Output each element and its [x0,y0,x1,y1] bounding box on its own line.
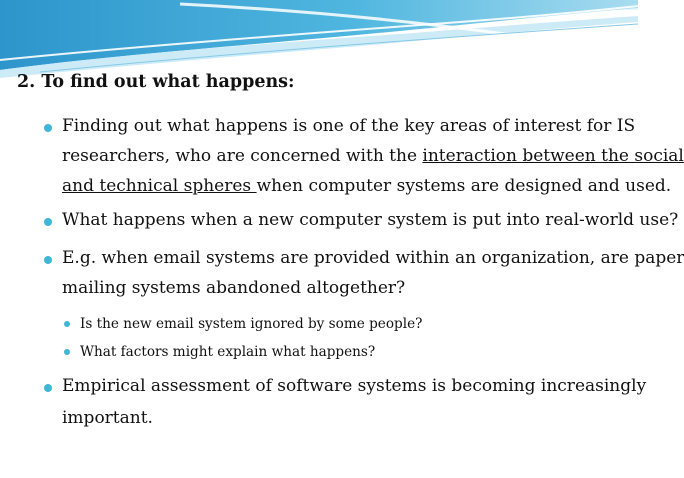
bullet-2-text: What happens when a new computer system is put into real-world use? [62,210,679,230]
sub-bullet-1: Is the new email system ignored by some people? [80,316,423,332]
bullet-1-tail: when computer systems are designed and used. [256,176,672,196]
bullet-1-line-3 [62,176,672,196]
bullet-4-line-2: important. [62,408,153,428]
bullet-4-line-1: Empirical assessment of software systems is becoming increasingly [62,376,647,396]
bullet-1-text: researchers, who are concerned with the [62,146,423,166]
sub-bullet-2: What factors might explain what happens? [80,344,376,360]
slide-heading: 2. To find out what happens: [17,72,295,92]
bullet-1-line-1: Finding out what happens is one of the key areas of interest for IS [62,116,636,136]
bullet-dot [44,384,52,392]
top-wave-decoration [0,0,638,82]
bullet-dot [44,124,52,132]
bullet-3-line-1: E.g. when email systems are provided within an organization, are paper [62,248,684,268]
underlined-phrase-part-2: and technical spheres [62,176,257,196]
sub-bullet-dot [64,349,70,355]
bullet-3-line-2: mailing systems abandoned altogether? [62,278,406,298]
sub-bullet-dot [64,321,70,327]
bullet-dot [44,218,52,226]
underlined-phrase-part-1: interaction between the social [422,146,684,166]
bullet-dot [44,256,52,264]
bullet-1-line-2 [62,146,684,166]
